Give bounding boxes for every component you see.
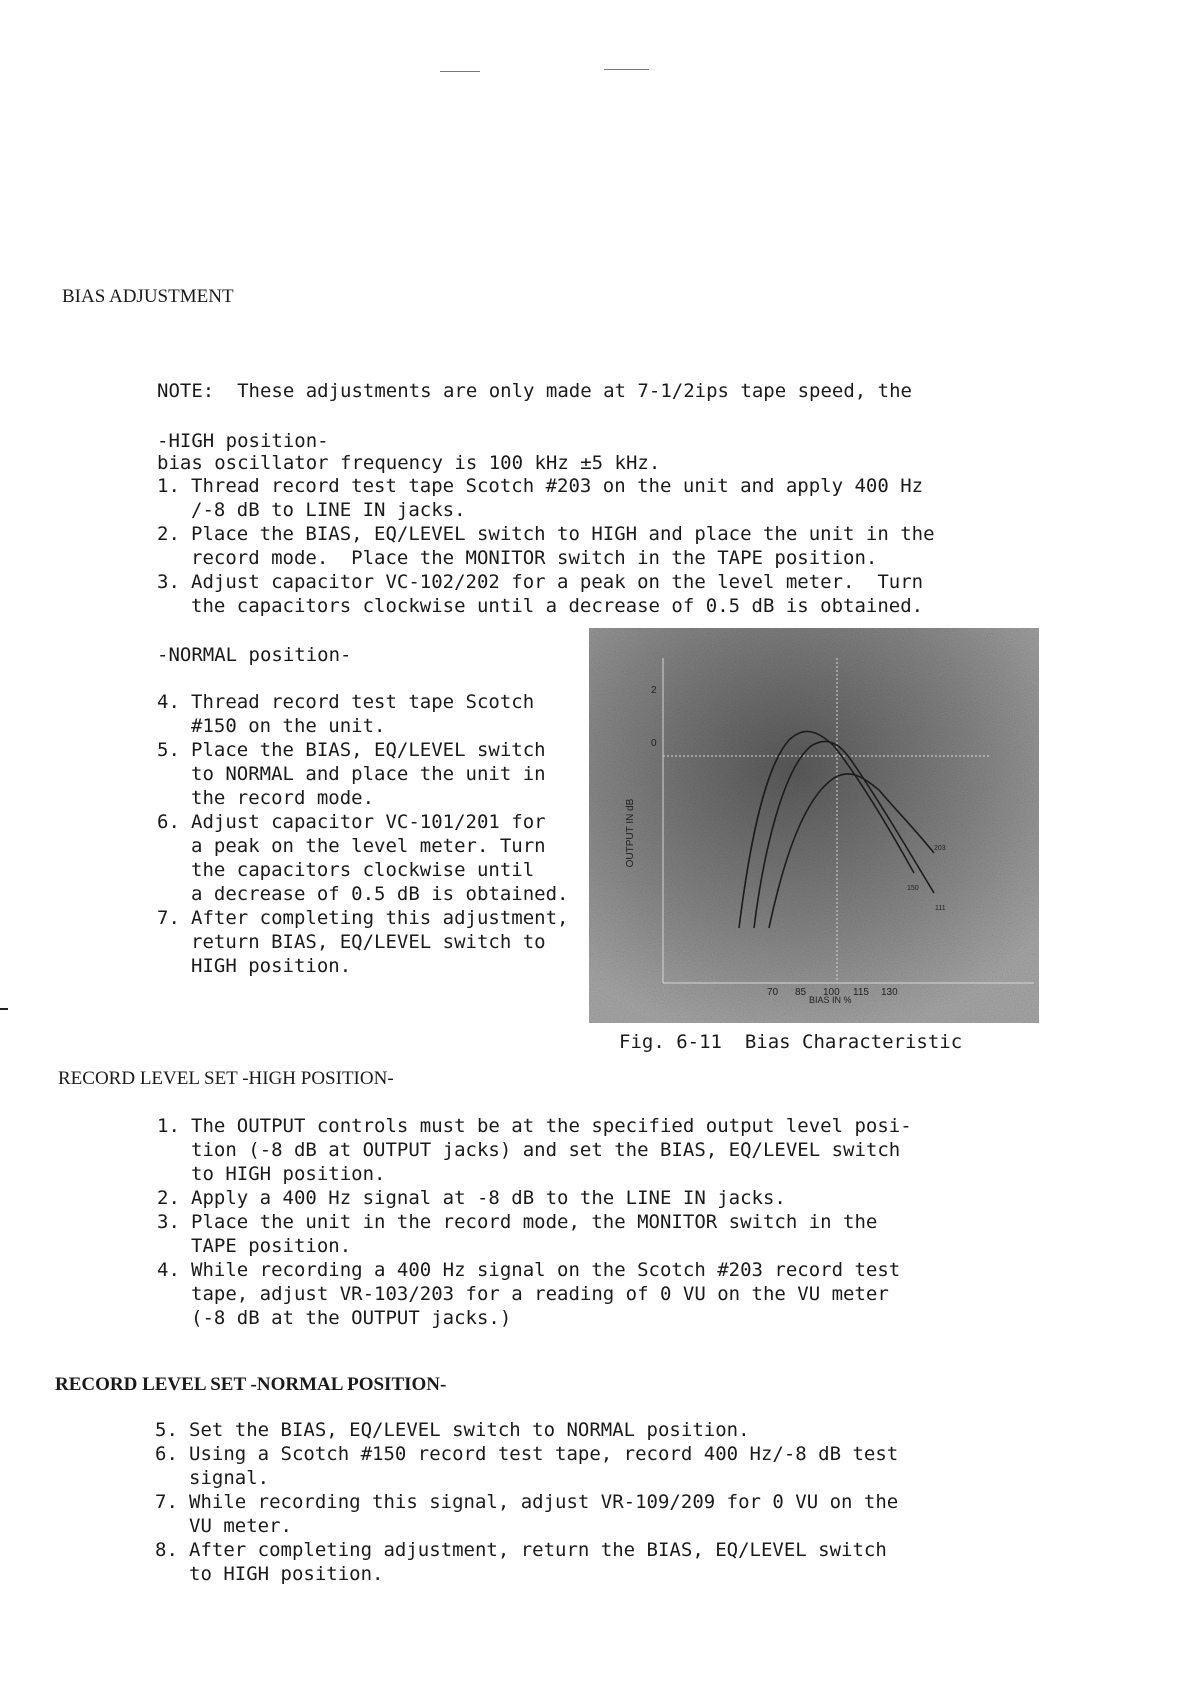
- record-high-steps: [157, 1114, 912, 1330]
- note-line: NOTE: These adjustments are only made at 7-1/2ips tape speed, the: [157, 380, 912, 402]
- note-line: bias oscillator frequency is 100 kHz ±5 kHz.: [157, 452, 661, 474]
- list-item: 4. While recording a 400 Hz signal on the Scotch #203 record test tape, adjust VR-103/203 for a reading of 0 VU on the VU meter (-8 dB at the OUTPUT jacks.): [157, 1259, 901, 1329]
- list-item: 2. Place the BIAS, EQ/LEVEL switch to HIGH and place the unit in the record mode. Place the MONITOR switch in the TAPE position.: [157, 523, 935, 569]
- list-item: 5. Set the BIAS, EQ/LEVEL switch to NORMAL position.: [155, 1419, 750, 1441]
- x-tick-label: 85: [795, 987, 807, 998]
- curve-label: 150: [907, 885, 919, 892]
- list-item: 6. Using a Scotch #150 record test tape, record 400 Hz/-8 dB test signal.: [155, 1443, 899, 1489]
- x-tick-label: 130: [881, 987, 898, 998]
- list-item: 3. Place the unit in the record mode, the MONITOR switch in the TAPE position.: [157, 1211, 878, 1257]
- section-heading-record-high: RECORD LEVEL SET -HIGH POSITION-: [58, 1068, 394, 1089]
- section-heading-record-normal: RECORD LEVEL SET -NORMAL POSITION-: [55, 1374, 447, 1395]
- y-tick-label: 0: [651, 738, 657, 749]
- list-item: 4. Thread record test tape Scotch #150 on the unit.: [157, 691, 535, 737]
- subheading-high: -HIGH position-: [157, 430, 329, 452]
- list-item: 1. Thread record test tape Scotch #203 on the unit and apply 400 Hz /-8 dB to LINE IN jacks.: [157, 475, 924, 521]
- curve-label: 203: [934, 845, 946, 852]
- list-item: 7. After completing this adjustment, return BIAS, EQ/LEVEL switch to HIGH position.: [157, 907, 569, 977]
- y-axis-label: OUTPUT IN dB: [625, 798, 636, 868]
- x-tick-label: 100: [823, 987, 840, 998]
- figure-caption: Fig. 6-11 Bias Characteristic: [619, 1031, 963, 1053]
- list-item: 3. Adjust capacitor VC-102/202 for a peak on the level meter. Turn the capacitors clockwise until a decrease of 0.5 dB is obtained.: [157, 571, 924, 617]
- list-item: 1. The OUTPUT controls must be at the specified output level posi- tion (-8 dB at OUTPUT jacks) and set the BIAS, EQ/LEVEL switch to HIGH position.: [157, 1115, 912, 1185]
- list-item: 2. Apply a 400 Hz signal at -8 dB to the LINE IN jacks.: [157, 1187, 786, 1209]
- subheading-normal: -NORMAL position-: [157, 644, 352, 666]
- y-tick-label: 2: [651, 685, 657, 696]
- curve-label: 111: [935, 905, 946, 912]
- record-normal-steps: [155, 1418, 898, 1586]
- list-item: 8. After completing adjustment, return the BIAS, EQ/LEVEL switch to HIGH position.: [155, 1539, 887, 1585]
- list-item: 7. While recording this signal, adjust VR-109/209 for 0 VU on the VU meter.: [155, 1491, 899, 1537]
- list-item: 5. Place the BIAS, EQ/LEVEL switch to NORMAL and place the unit in the record mode.: [157, 739, 546, 809]
- high-steps: [157, 474, 935, 618]
- x-tick-label: 70: [767, 987, 779, 998]
- x-axis-label: BIAS IN %: [809, 995, 852, 1005]
- section-heading-bias: BIAS ADJUSTMENT: [62, 286, 234, 307]
- list-item: 6. Adjust capacitor VC-101/201 for a peak on the level meter. Turn the capacitors clockwise until a decrease of 0.5 dB is obtained.: [157, 811, 569, 905]
- bias-characteristic-figure: [589, 628, 1039, 1023]
- x-tick-label: 115: [853, 987, 869, 998]
- normal-steps: [157, 690, 569, 978]
